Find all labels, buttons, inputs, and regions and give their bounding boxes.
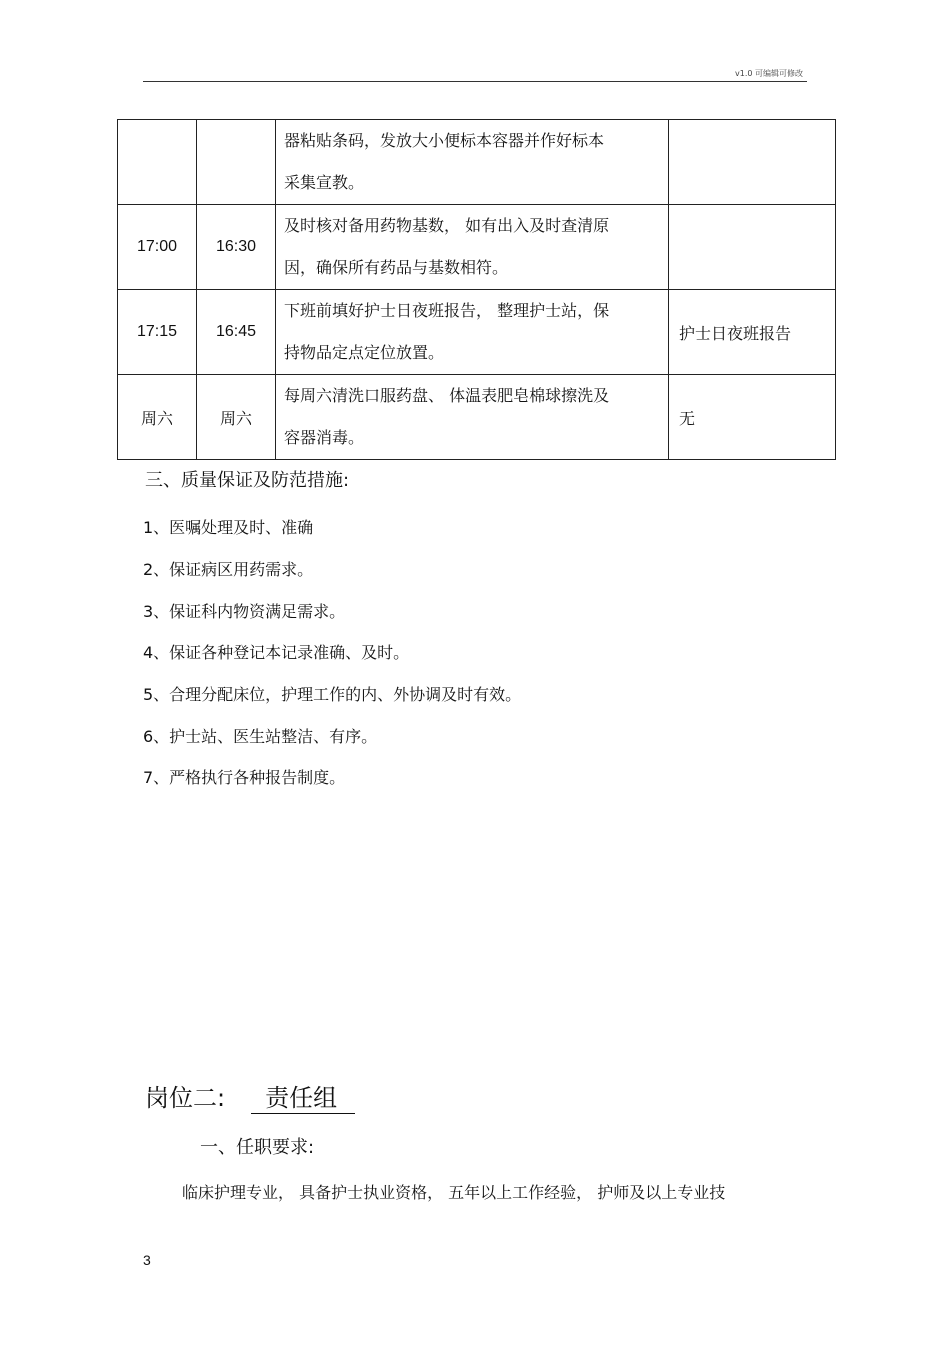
- time-cell: 16:30: [197, 205, 276, 290]
- page-number: 3: [143, 1252, 151, 1268]
- header-version: v1.0 可编辑可修改: [735, 69, 803, 78]
- desc-line: 每周六清洗口服药盘、 体温表肥皂棉球擦洗及: [284, 386, 610, 405]
- section-title: 三、质量保证及防范措施:: [145, 470, 350, 491]
- body-paragraph: 临床护理专业， 具备护士执业资格， 五年以上工作经验， 护师及以上专业技: [182, 1183, 726, 1202]
- list-item: 4、保证各种登记本记录准确、及时。: [143, 643, 410, 662]
- table-row: [118, 205, 836, 290]
- desc-line: 因，确保所有药品与基数相符。: [284, 258, 509, 277]
- list-item: 5、合理分配床位，护理工作的内、外协调及时有效。: [143, 685, 522, 704]
- desc-cell: [276, 290, 669, 375]
- table-row: [118, 290, 836, 375]
- time-cell: 16:45: [197, 290, 276, 375]
- header-rule: [143, 81, 807, 82]
- desc-line: 持物品定点定位放置。: [284, 343, 445, 362]
- desc-line: 采集宣教。: [284, 173, 365, 192]
- table-row: [118, 120, 836, 205]
- subsection-title: 一、任职要求:: [200, 1137, 315, 1158]
- desc-line: 器粘贴条码，发放大小便标本容器并作好标本: [284, 131, 605, 150]
- time-cell: 17:00: [118, 205, 197, 290]
- list-item: 7、严格执行各种报告制度。: [143, 768, 346, 787]
- post-label: 岗位二:: [145, 1084, 226, 1112]
- list-item: 1、医嘱处理及时、准确: [143, 518, 314, 537]
- post-name: 责任组: [251, 1083, 355, 1114]
- desc-line: 容器消毒。: [284, 428, 365, 447]
- list-item: 3、保证科内物资满足需求。: [143, 602, 346, 621]
- desc-cell: [276, 205, 669, 290]
- note-cell: 护士日夜班报告: [669, 290, 836, 375]
- table-row: [118, 375, 836, 460]
- post-heading: [145, 1078, 355, 1114]
- time-cell: [118, 120, 197, 205]
- desc-cell: [276, 120, 669, 205]
- time-cell: [197, 120, 276, 205]
- schedule-table: [117, 119, 836, 460]
- time-cell: 17:15: [118, 290, 197, 375]
- desc-line: 及时核对备用药物基数， 如有出入及时查清原: [284, 216, 610, 235]
- note-cell: [669, 120, 836, 205]
- desc-cell: [276, 375, 669, 460]
- list-item: 2、保证病区用药需求。: [143, 560, 314, 579]
- list-item: 6、护士站、医生站整洁、有序。: [143, 727, 378, 746]
- note-cell: [669, 205, 836, 290]
- note-cell: 无: [669, 375, 836, 460]
- desc-line: 下班前填好护士日夜班报告， 整理护士站，保: [284, 301, 610, 320]
- time-cell: 周六: [118, 375, 197, 460]
- time-cell: 周六: [197, 375, 276, 460]
